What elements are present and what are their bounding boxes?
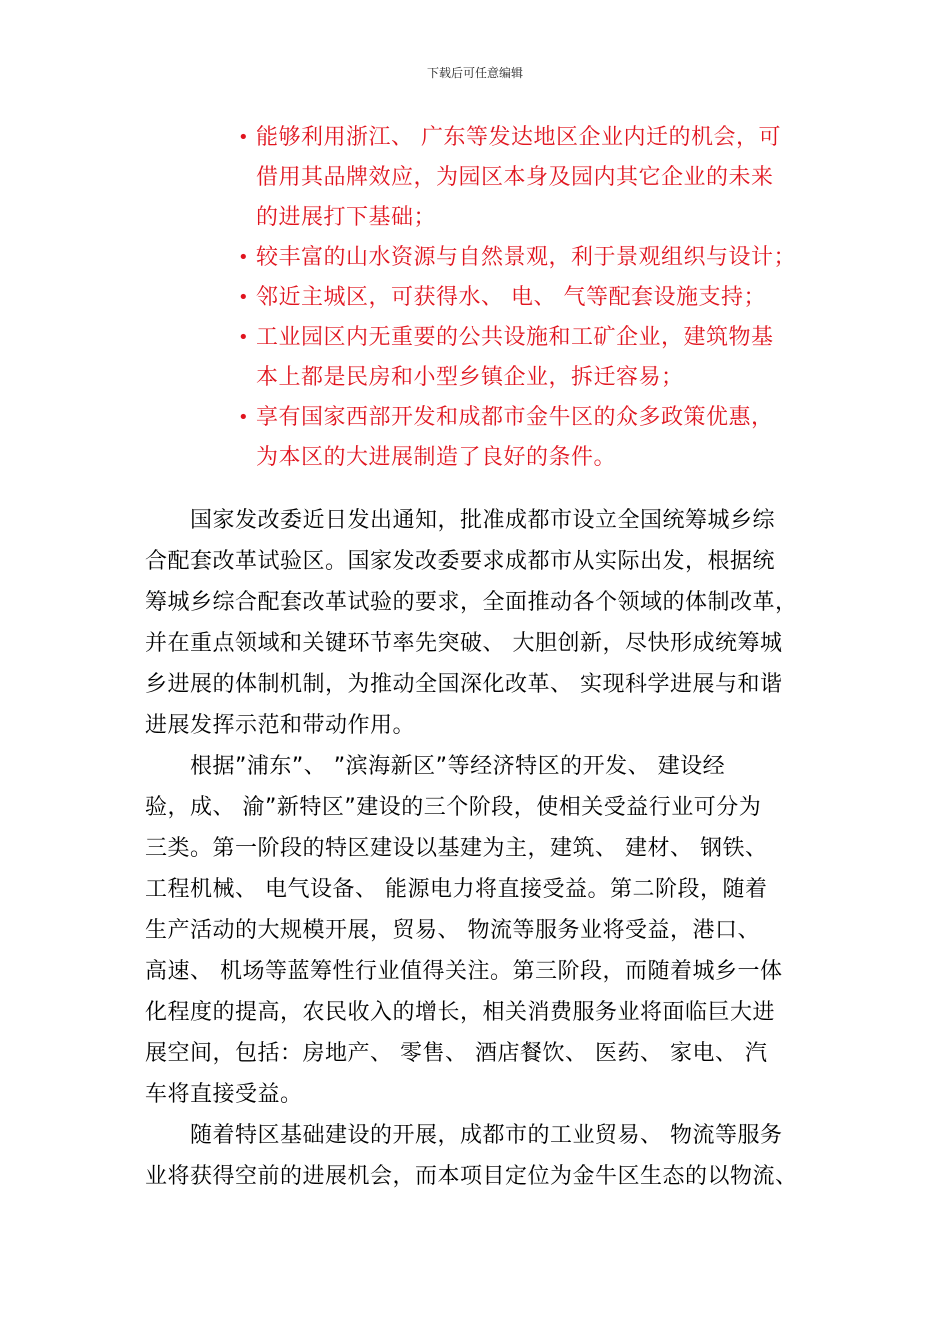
paragraph-line: 展空间，包括：房地产、 零售、 酒店餐饮、 医药、 家电、 汽: [145, 1041, 768, 1066]
bullet-item: [236, 238, 816, 278]
bullet-line-text: 本上都是民房和小型乡镇企业，拆迁容易；: [256, 365, 684, 390]
bullet-dot-icon: •: [238, 127, 250, 148]
paragraph-line: 并在重点领域和关键环节率先突破、 大胆创新，尽快形成统筹城: [145, 631, 783, 656]
advantages-bullet-list: [236, 118, 816, 478]
paragraph: [145, 500, 815, 746]
paragraph-line: 验，成、 渝”新特区”建设的三个阶段，使相关受益行业可分为: [145, 795, 762, 820]
bullet-item: [236, 318, 816, 358]
bullet-line-text: 借用其品牌效应，为园区本身及园内其它企业的未来: [256, 165, 774, 190]
paragraph-line: 化程度的提高，农民收入的增长，相关消费服务业将面临巨大进: [145, 1000, 776, 1025]
paragraph-line: 随着特区基础建设的开展，成都市的工业贸易、 物流等服务: [190, 1123, 783, 1148]
bullet-dot-icon: •: [238, 407, 250, 428]
page-header: 下载后可任意编辑: [426, 66, 523, 80]
body-text: [145, 500, 815, 1197]
bullet-dot-icon: •: [238, 247, 250, 268]
paragraph-line: 筹城乡综合配套改革试验的要求，全面推动各个领域的体制改革，: [145, 590, 798, 615]
bullet-item-continuation: [236, 438, 816, 478]
bullet-item: [236, 278, 816, 318]
bullet-dot-icon: •: [238, 287, 250, 308]
paragraph-line: 合配套改革试验区。国家发改委要求成都市从实际出发，根据统: [145, 549, 776, 574]
paragraph-line: 高速、 机场等蓝筹性行业值得关注。第三阶段，而随着城乡一体: [145, 959, 783, 984]
bullet-item-continuation: [236, 198, 816, 238]
paragraph-line: 三类。第一阶段的特区建设以基建为主，建筑、 建材、 钢铁、: [145, 836, 768, 861]
paragraph-line: 乡进展的体制机制，为推动全国深化改革、 实现科学进展与和谐: [145, 672, 783, 697]
paragraph: [145, 746, 815, 1115]
bullet-line-text: 较丰富的山水资源与自然景观，利于景观组织与设计；: [256, 245, 797, 270]
bullet-line-text: 邻近主城区，可获得水、 电、 气等配套设施支持；: [256, 285, 766, 310]
bullet-item-continuation: [236, 158, 816, 198]
bullet-item: [236, 398, 816, 438]
bullet-item: [236, 118, 816, 158]
bullet-line-text: 享有国家西部开发和成都市金牛区的众多政策优惠，: [256, 405, 774, 430]
paragraph-line: 工程机械、 电气设备、 能源电力将直接受益。第二阶段，随着: [145, 877, 768, 902]
bullet-line-text: 的进展打下基础；: [256, 205, 437, 230]
paragraph-line: 根据”浦东”、 ”滨海新区”等经济特区的开发、 建设经: [190, 754, 726, 779]
paragraph-line: 国家发改委近日发出通知，批准成都市设立全国统筹城乡综: [190, 508, 776, 533]
bullet-item-continuation: [236, 358, 816, 398]
paragraph-line: 业将获得空前的进展机会，而本项目定位为金牛区生态的以物流、: [145, 1164, 798, 1189]
paragraph-line: 生产活动的大规模开展，贸易、 物流等服务业将受益，港口、: [145, 918, 760, 943]
bullet-line-text: 能够利用浙江、 广东等发达地区企业内迁的机会，可: [256, 125, 781, 150]
bullet-line-text: 为本区的大进展制造了良好的条件。: [256, 445, 617, 470]
bullet-dot-icon: •: [238, 327, 250, 348]
paragraph-line: 车将直接受益。: [145, 1082, 303, 1107]
bullet-line-text: 工业园区内无重要的公共设施和工矿企业，建筑物基: [256, 325, 774, 350]
paragraph: [145, 1115, 815, 1197]
paragraph-line: 进展发挥示范和带动作用。: [145, 713, 416, 738]
